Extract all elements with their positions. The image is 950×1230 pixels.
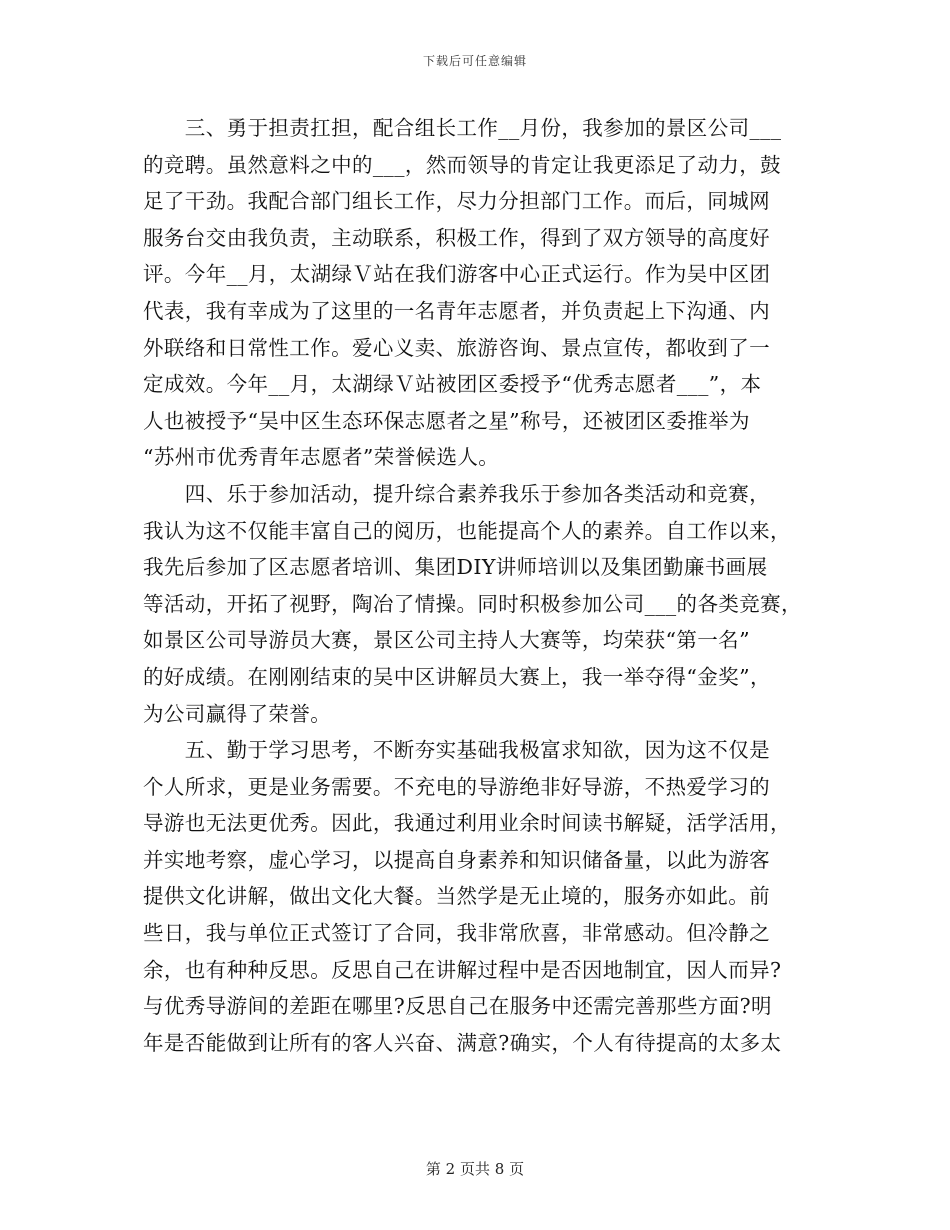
- paragraph-5: [143, 732, 811, 1061]
- page-footer: 第 2 页共 8 页: [425, 1160, 525, 1178]
- text-line: 导游也无法更优秀。因此，我通过利用业余时间读书解疑，活学活用，: [143, 811, 791, 836]
- text-line: 足了干劲。我配合部门组长工作，尽力分担部门工作。而后，同城网: [143, 189, 770, 214]
- text-line: 服务台交由我负责，主动联系，积极工作，得到了双方领导的高度好: [143, 225, 770, 250]
- text-line: 并实地考察，虚心学习，以提高自身素养和知识储备量，以此为游客: [143, 847, 770, 872]
- text-line: 代表，我有幸成为了这里的一名青年志愿者，并负责起上下沟通、内: [143, 298, 770, 323]
- text-line: 五、勤于学习思考，不断夯实基础我极富求知欲，因为这不仅是: [143, 738, 770, 763]
- text-line: 个人所求，更是业务需要。不充电的导游绝非好导游，不热爱学习的: [143, 774, 770, 799]
- paragraph-4: [143, 476, 811, 732]
- document-body: [143, 110, 811, 1061]
- text-line: 定成效。今年__月，太湖绿Ｖ站被团区委授予“优秀志愿者___”，本: [143, 372, 762, 397]
- text-line: 余，也有种种反思。反思自己在讲解过程中是否因地制宜，因人而异?: [143, 957, 782, 982]
- text-line: “苏州市优秀青年志愿者”荣誉候选人。: [143, 445, 500, 470]
- text-line: 我认为这不仅能丰富自己的阅历，也能提高个人的素养。自工作以来，: [143, 518, 791, 543]
- text-line: 人也被授予“吴中区生态环保志愿者之星”称号，还被团区委推举为: [143, 408, 750, 433]
- text-line: 等活动，开拓了视野，陶冶了情操。同时积极参加公司___的各类竞赛，: [143, 591, 802, 616]
- text-line: 的好成绩。在刚刚结束的吴中区讲解员大赛上，我一举夺得“金奖”，: [143, 664, 771, 689]
- text-line: 些日，我与单位正式签订了合同，我非常欣喜，非常感动。但冷静之: [143, 921, 770, 946]
- text-line: 如景区公司导游员大赛，景区公司主持人大赛等，均荣获“第一名”: [143, 628, 750, 653]
- text-line: 四、乐于参加活动，提升综合素养我乐于参加各类活动和竞赛，: [143, 481, 770, 506]
- text-line: 评。今年__月，太湖绿Ｖ站在我们游客中心正式运行。作为吴中区团: [143, 262, 771, 287]
- text-line: 与优秀导游间的差距在哪里?反思自己在服务中还需完善那些方面?明: [143, 994, 772, 1019]
- text-line: 三、勇于担责扛担，配合组长工作__月份，我参加的景区公司___: [143, 116, 782, 140]
- text-line: 我先后参加了区志愿者培训、集团DIY讲师培训以及集团勤廉书画展: [143, 555, 768, 580]
- text-line: 外联络和日常性工作。爱心义卖、旅游咨询、景点宣传，都收到了一: [143, 335, 770, 360]
- text-line: 提供文化讲解，做出文化大餐。当然学是无止境的，服务亦如此。前: [143, 884, 770, 909]
- text-line: 年是否能做到让所有的客人兴奋、满意?确实，个人有待提高的太多太: [143, 1030, 782, 1055]
- paragraph-3: [143, 110, 811, 476]
- page-header: 下载后可任意编辑: [422, 54, 527, 68]
- text-line: 的竞聘。虽然意料之中的___，然而领导的肯定让我更添足了动力，鼓: [143, 152, 782, 177]
- text-line: 为公司赢得了荣誉。: [143, 701, 332, 726]
